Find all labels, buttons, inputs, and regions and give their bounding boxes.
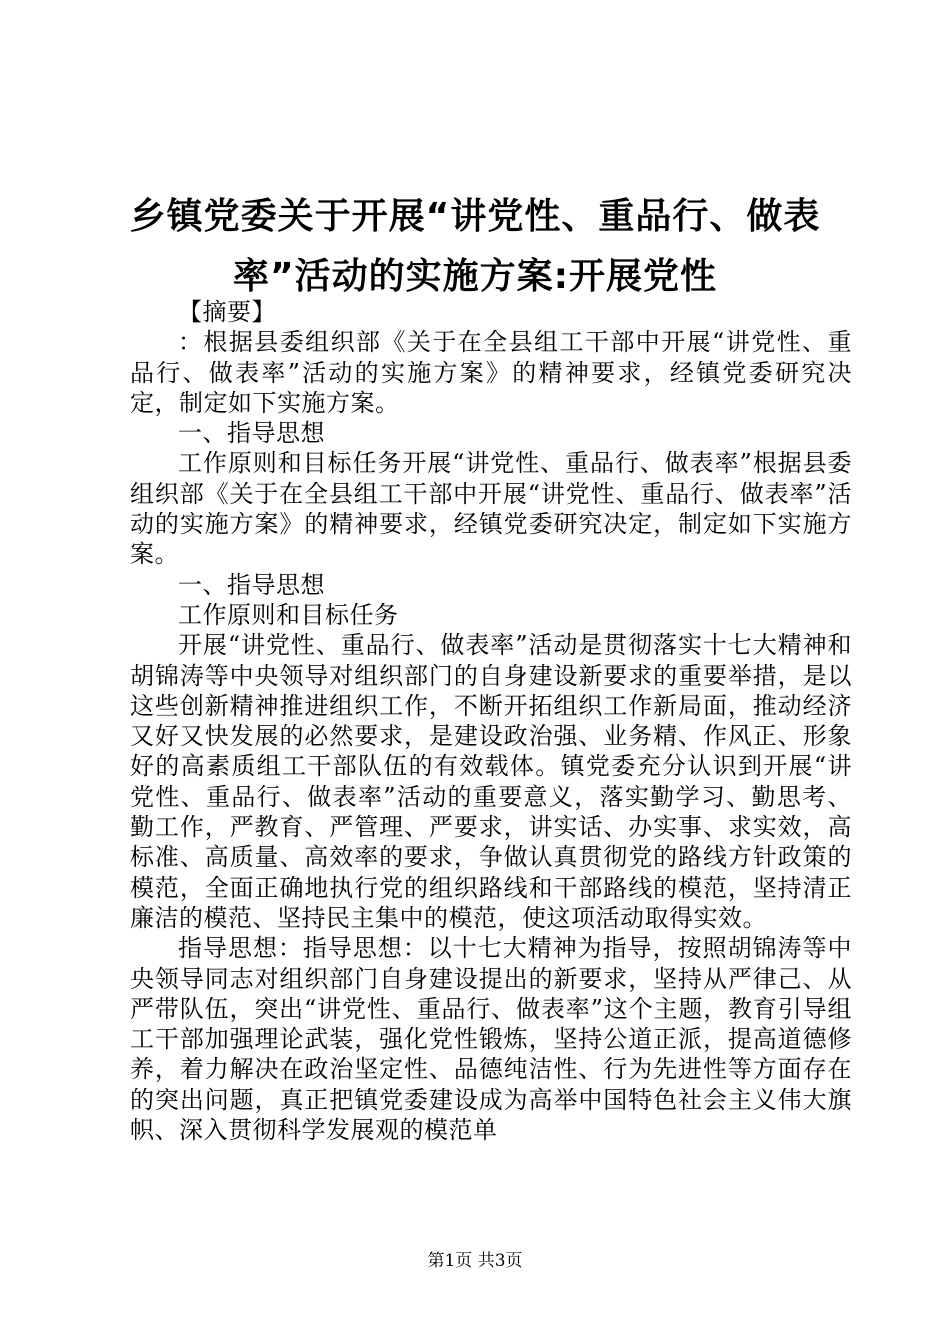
abstract-label: 【摘要】 — [178, 298, 276, 326]
page-footer: 第1页 共3页 — [427, 1251, 523, 1271]
paragraph: 工作原则和目标任务 — [178, 600, 399, 629]
document-title-line-1: 乡镇党委关于开展“讲党性、重品行、做表 — [129, 196, 821, 237]
paragraph: 工作原则和目标任务开展“讲党性、重品行、做表率”根据县委组织部《关于在全县组工干部中开展“讲党性、重品行、做表率”活动的实施方案》的精神要求，经镇党委研究决定，制定如下实施方案。 — [130, 449, 852, 569]
document-title-line-2: 率”活动的实施方案:开展党性 — [232, 256, 718, 297]
paragraph: 指导思想：指导思想：以十七大精神为指导，按照胡锦涛等中央领导同志对组织部门自身建设提出的新要求，坚持从严律己、从严带队伍，突出“讲党性、重品行、做表率”这个主题，教育引导组工干部加强理论武装，强化党性锻炼，坚持公道正派，提高道德修养，着力解决在政治坚定性、品德纯洁性、行为先进性等方面存在的突出问题，真正把镇党委建设成为高举中国特色社会主义伟大旗帜、深入贯彻科学发展观的模范单 — [130, 934, 852, 1145]
paragraph: 开展“讲党性、重品行、做表率”活动是贯彻落实十七大精神和胡锦涛等中央领导对组织部门的自身建设新要求的重要举措，是以这些创新精神推进组织工作，不断开拓组织工作新局面，推动经济又好又快发展的必然要求，是建设政治强、业务精、作风正、形象好的高素质组工干部队伍的有效载体。镇党委充分认识到开展“讲党性、重品行、做表率”活动的重要意义，落实勤学习、勤思考、勤工作，严教育、严管理、严要求，讲实话、办实事、求实效，高标准、高质量、高效率的要求，争做认真贯彻党的路线方针政策的模范，全面正确地执行党的组织路线和干部路线的模范，坚持清正廉洁的模范、坚持民主集中的模范，使这项活动取得实效。 — [130, 631, 852, 932]
section-heading: 一、指导思想 — [178, 570, 325, 599]
paragraph: ：根据县委组织部《关于在全县组工干部中开展“讲党性、重品行、做表率”活动的实施方案》的精神要求，经镇党委研究决定，制定如下实施方案。 — [130, 328, 852, 417]
document-body — [130, 297, 852, 1145]
section-heading: 一、指导思想 — [178, 419, 325, 448]
